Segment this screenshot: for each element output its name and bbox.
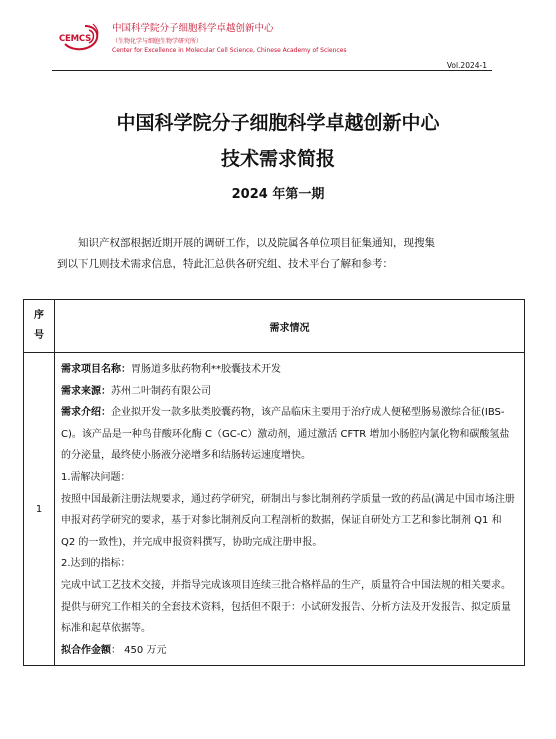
issue-label: 2024 年第一期 xyxy=(231,187,325,202)
project-label: 需求项目名称： xyxy=(61,364,131,375)
page-title: 中国科学院分子细胞科学卓越创新中心 xyxy=(116,112,440,134)
row-content xyxy=(55,353,525,666)
volume-label: Vol.2024-1 xyxy=(446,61,487,70)
header-seq-part2: 号 xyxy=(34,330,44,341)
table-header-row xyxy=(24,300,525,353)
logo-text: CEMCS xyxy=(59,34,92,44)
target-title: 2.达到的指标： xyxy=(61,558,131,570)
intro-line-2: 到以下几则技术需求信息，特此汇总供各研究组、技术平台了解和参考： xyxy=(57,258,393,270)
source-value: 苏州二叶制药有限公司 xyxy=(111,385,211,397)
target-text: 完成中试工艺技术交接，并指导完成该项目连续三批合格样品的生产，质量符合中国法规的相关要求。提供与研究工作相关的全套技术资料，包括但不限于：小试研发报告、分析方法及开发报告、拟定质量标准和起草依据等。 xyxy=(61,579,511,635)
org-name-cn: 中国科学院分子细胞科学卓越创新中心 xyxy=(112,23,274,34)
source xyxy=(61,381,518,403)
amount-value: ： 450 万元 xyxy=(111,644,167,656)
header-divider xyxy=(52,70,492,71)
project-value: 胃肠道多肽药物利**胶囊技术开发 xyxy=(131,364,281,375)
problem-title: 1.需解决问题： xyxy=(61,471,131,483)
source-label: 需求来源： xyxy=(61,385,111,397)
intro-value: 企业拟开发一款多肽类胶囊药物，该产品临床主要用于治疗成人便秘型肠易激综合征(IBS-C)。该产品是一种鸟苷酸环化酶 C（GC-C）激动剂，通过激活 CFTR 增加小肠腔内氯化物和碳酸氢盐的分泌量，最终使小肠液分泌增多和结肠转运速度增快。 xyxy=(61,407,510,462)
header-content: 需求情况 xyxy=(55,300,525,353)
intro-line-1: 知识产权部根据近期开展的调研工作，以及院属各单位项目征集通知，现搜集 xyxy=(78,237,435,249)
requirements-table xyxy=(23,299,525,666)
project-name xyxy=(61,359,518,381)
amount xyxy=(61,640,518,662)
page-subtitle: 技术需求简报 xyxy=(220,148,335,170)
cemcs-logo xyxy=(55,22,103,52)
requirement-intro xyxy=(61,402,518,467)
intro-paragraph xyxy=(57,233,497,275)
org-subtitle: （生物化学与细胞生物学研究所） xyxy=(112,38,203,45)
table-row xyxy=(24,353,525,666)
header-seq xyxy=(24,300,55,353)
amount-label: 拟合作金额 xyxy=(61,644,111,656)
header-seq-part1: 序 xyxy=(34,310,44,321)
problem-text: 按照中国最新注册法规要求，通过药学研究，研制出与参比制剂药学质量一致的药品(满足中国市场注册申报对药学研究的要求，基于对参比制剂反向工程剖析的数据，保证自研处方工艺和参比制剂 Q1 和 Q2 的一致性)，并完成申报资料撰写，协助完成注册申报。 xyxy=(61,493,515,548)
org-name-en: Center for Excellence in Molecular Cell Science, Chinese Academy of Sciences xyxy=(112,47,347,54)
intro-label: 需求介绍： xyxy=(61,407,111,419)
row-seq: 1 xyxy=(24,353,55,666)
document-header xyxy=(55,18,515,58)
